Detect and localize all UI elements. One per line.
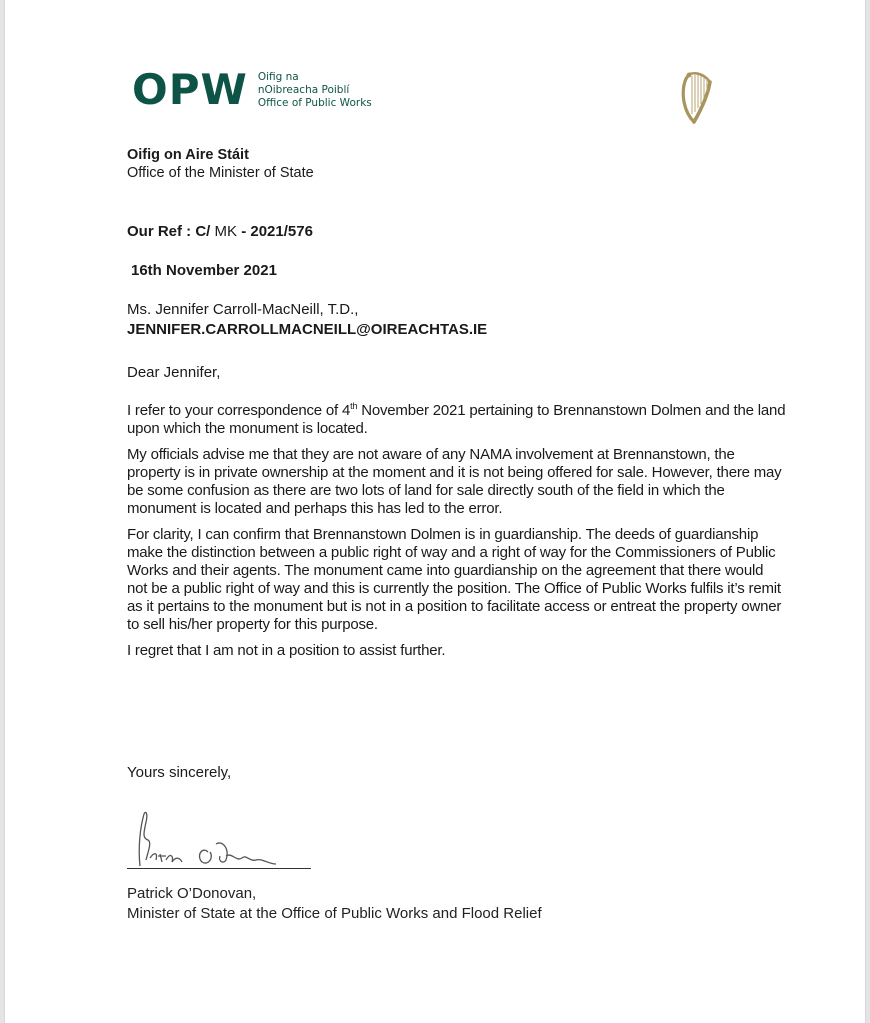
opw-logo xyxy=(132,65,372,114)
page-edge-right xyxy=(866,0,870,1023)
recipient-block xyxy=(127,300,487,340)
paragraph-1 xyxy=(127,402,787,438)
logo-text xyxy=(258,71,372,110)
reference-code: MK xyxy=(210,223,242,240)
closing: Yours sincerely, xyxy=(127,764,232,781)
reference-number: - 2021/576 xyxy=(241,223,313,240)
paragraph-4: I regret that I am not in a position to assist further. xyxy=(127,642,446,659)
reference-line xyxy=(127,223,313,240)
signer-name: Patrick O’Donovan, xyxy=(127,885,257,902)
logo-line-3: Office of Public Works xyxy=(257,96,372,109)
letter-body xyxy=(127,402,787,668)
paragraph-3: For clarity, I can confirm that Brennanstown Dolmen is in guardianship. The deeds of guardianship make the distinction between a public right of way and a right of way for the Commissioners of Public Works and their agents. The monument came into guardianship on the agreement that there would not be a public right of way and this is currently the position. The Office of Public Works fulfils it’s remit as it pertains to the monument but is not in a position to facilitate access or entreat the property owner to sell his/her property for this purpose. xyxy=(127,526,782,633)
signature-line xyxy=(127,868,311,869)
logo-line-1: Oifig na xyxy=(257,70,299,83)
ordinal-suffix: th xyxy=(350,401,358,411)
paragraph-1-start: I refer to your correspondence of 4 xyxy=(127,402,351,419)
letter-page xyxy=(4,0,866,1023)
office-block xyxy=(127,146,314,182)
recipient-email: JENNIFER.CARROLLMACNEILL@OIREACHTAS.IE xyxy=(127,321,488,338)
paragraph-1-end: November 2021 pertaining to Brennanstown Dolmen and the land upon which the monument is located. xyxy=(127,402,786,437)
harp-icon xyxy=(680,68,714,126)
signer-title: Minister of State at the Office of Public Works and Flood Relief xyxy=(127,905,542,922)
reference-label: Our Ref : C/ xyxy=(127,223,211,240)
signer-block xyxy=(127,884,542,924)
paragraph-2: My officials advise me that they are not aware of any NAMA involvement at Brennanstown, the property is in private ownership at the moment and it is not being offered for sale. However, there may be some confusion as there are two lots of land for sale directly south of the field in which the monument is located and perhaps this has led to the error. xyxy=(127,446,782,517)
letter-date: 16th November 2021 xyxy=(131,262,277,279)
office-name-english: Office of the Minister of State xyxy=(127,165,314,181)
salutation: Dear Jennifer, xyxy=(127,364,221,381)
logo-line-2: nOibreacha Poiblí xyxy=(257,83,350,96)
logo-mark: OPW xyxy=(132,65,248,114)
office-name-irish: Oifig on Aire Stáit xyxy=(127,147,249,163)
signature-icon xyxy=(126,808,312,874)
recipient-name: Ms. Jennifer Carroll-MacNeill, T.D., xyxy=(127,301,359,318)
